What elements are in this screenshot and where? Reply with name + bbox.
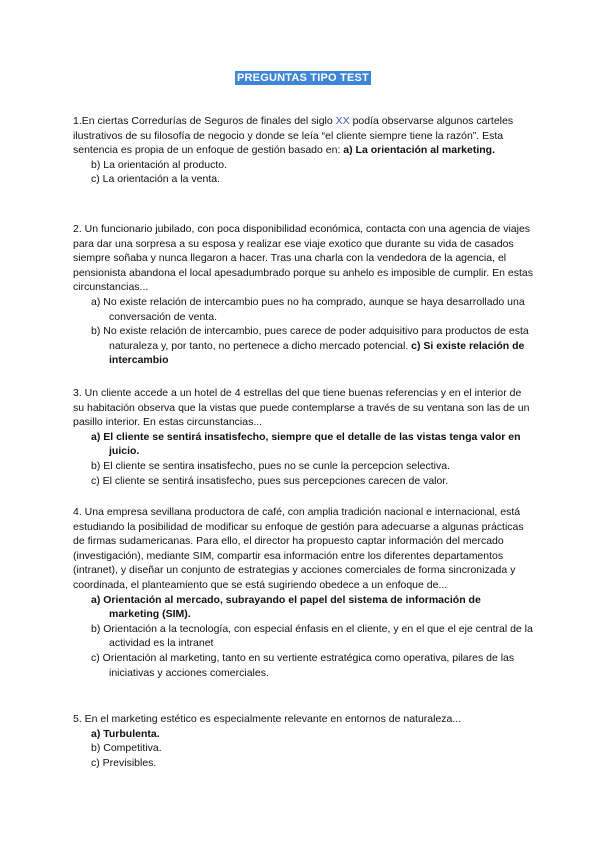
question-3 [73, 386, 533, 488]
question-4-stem: 4. Una empresa sevillana productora de café, con amplia tradición nacional e internacional, está estudiando la posibilidad de modificar su enfoque de gestión para adecuarse a algunas prácticas de firmas sudamericanas. Para ello, el director ha propuesto captar información del mercado (investigación), mediante SIM, compartir esa información entre los diferentes departamentos (intranet), y diseñar un conjunto de estrategias y acciones comerciales de forma sincronizada y coordinada, el planteamiento que se está sugiriendo obedece a un enfoque de... [73, 506, 524, 591]
question-3-answer: a) El cliente se sentirá insatisfecho, siempre que el detalle de las vistas tenga valor en juicio. [91, 430, 521, 458]
question-3-option-b: b) El cliente se sentira insatisfecho, pues no se cunle la percepcion selectiva. [91, 459, 450, 472]
question-1-stem: 1.En ciertas Corredurías de Seguros de finales del siglo XX podía observarse algunos carteles ilustrativos de su filosofía de negocio y donde se leía “el cliente siempre tiene la razón”. Esta sentencia es propia de un enfoque de gestión basado en: a) La orientación al marketing. [73, 115, 514, 157]
question-2 [73, 222, 533, 368]
question-1 [73, 114, 533, 187]
question-5 [73, 712, 533, 770]
century-xx: XX [335, 115, 350, 127]
question-4 [73, 505, 533, 680]
question-1-option-b: b) La orientación al producto. [91, 158, 228, 171]
question-5-option-b: b) Competitiva. [91, 742, 162, 755]
question-3-option-c: c) El cliente se sentirá insatisfecho, pues sus percepciones carecen de valor. [91, 474, 449, 487]
question-4-option-c: c) Orientación al marketing, tanto en su vertiente estratégica como operativa, pilares de las iniciativas y acciones comerciales. [91, 651, 515, 679]
question-2-option-a: a) No existe relación de intercambio pues no ha comprado, aunque se haya desarrollado una conversación de venta. [91, 295, 525, 323]
question-3-stem: 3. Un cliente accede a un hotel de 4 estrellas del que tiene buenas referencias y en el interior de su habitación observa que la vistas que puede contemplarse a través de su ventana son las de un pasillo interior. En estas circunstancias... [73, 387, 530, 429]
question-2-option-b: b) No existe relación de intercambio, pues carece de poder adquisitivo para productos de esta naturaleza y, por tanto, no pertenece a dicho mercado potencial. c) Si existe relación de intercambio [91, 325, 529, 367]
question-4-answer: a) Orientación al mercado, subrayando el papel del sistema de información de marketing (SIM). [91, 593, 481, 621]
question-2-answer: c) Si existe relación de intercambio [109, 339, 525, 367]
page-title: PREGUNTAS TIPO TEST [237, 72, 369, 84]
question-4-option-b: b) Orientación a la tecnología, con especial énfasis en el cliente, y en el que el eje central de la actividad es la intranet [91, 622, 533, 650]
question-5-stem: 5. En el marketing estético es especialmente relevante en entornos de naturaleza... [73, 713, 462, 725]
question-5-option-c: c) Previsibles. [91, 756, 157, 769]
question-5-answer: a) Turbulenta. [91, 727, 160, 740]
question-1-option-c: c) La orientación a la venta. [91, 173, 220, 186]
question-2-stem: 2. Un funcionario jubilado, con poca disponibilidad económica, contacta con una agencia de viajes para dar una sorpresa a su esposa y realizar ese viaje exotico que durante su vida de casados siempre soñaba y nunca llegaron a hacer. Tras una charla con la vendedora de la agencia, el pensionista abandona el local apesadumbrado porque su anhelo es imposible de cumplir. En estas circunstancias... [73, 223, 533, 294]
question-1-answer: a) La orientación al marketing. [343, 144, 496, 157]
